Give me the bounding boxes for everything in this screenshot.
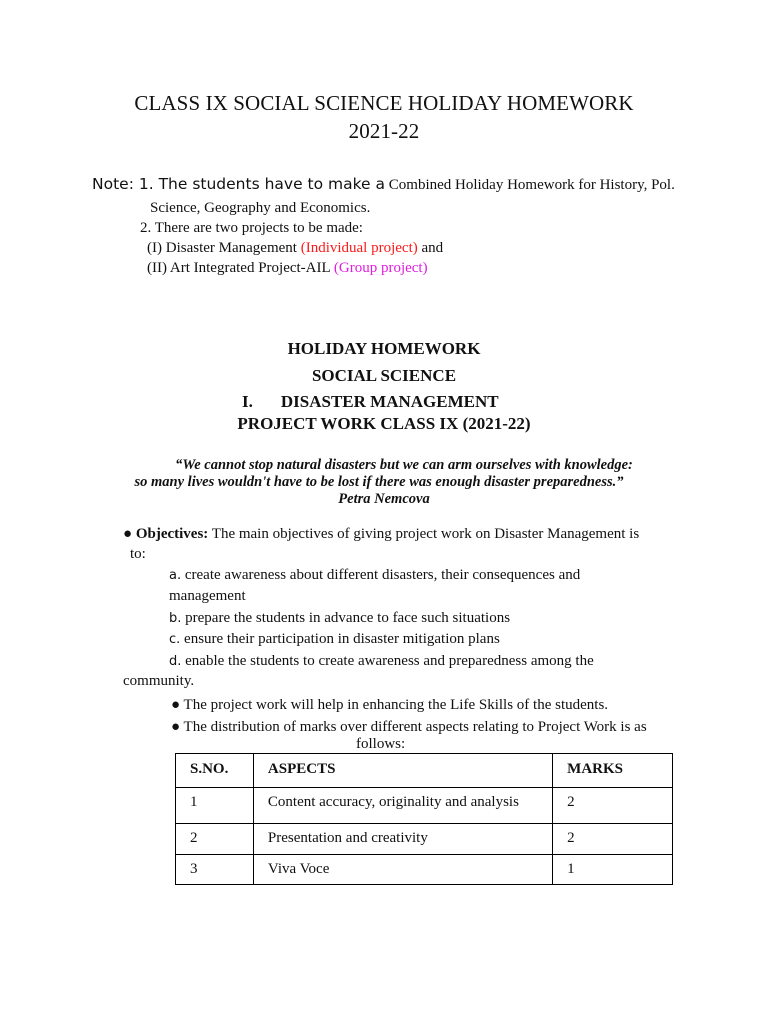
table-cell-sno: 2 <box>176 824 254 855</box>
bullet-icon: ● <box>123 526 133 542</box>
objective-c-text: ensure their participation in disaster mitigation plans <box>180 631 500 647</box>
bullet-icon: ● <box>171 697 181 713</box>
table-header-cell: ASPECTS <box>253 754 552 788</box>
table-row <box>176 824 673 855</box>
quote-author: Petra Nemcova <box>338 491 430 507</box>
note-label: Note: <box>92 175 134 193</box>
heading-section-number: I. <box>242 392 253 411</box>
project-2-text: (II) Art Integrated Project-AIL <box>147 260 334 276</box>
objective-b <box>169 609 510 628</box>
objective-c-marker: c. <box>169 632 181 647</box>
objective-a-line-2: management <box>169 588 246 604</box>
heading-project-work: PROJECT WORK CLASS IX (2021-22) <box>237 414 531 433</box>
page-title-year: 2021-22 <box>348 119 420 143</box>
note-item-1-rest: Combined Holiday Homework for History, Pol. <box>385 177 675 193</box>
table-cell-marks: 2 <box>553 824 673 855</box>
objective-d-marker: d. <box>169 654 182 669</box>
table-cell-sno: 1 <box>176 788 254 824</box>
heading-disaster-management <box>242 391 499 413</box>
objectives-label: Objectives: <box>135 526 209 542</box>
note-item-2: 2. There are two projects to be made: <box>140 220 363 236</box>
quote-line-1: “We cannot stop natural disasters but we can arm ourselves with knowledge: <box>175 457 633 473</box>
note-item-1-prefix: 1. The students have to make a <box>133 175 386 193</box>
project-1-after: and <box>417 240 444 256</box>
heading-section-title: DISASTER MANAGEMENT <box>280 392 499 411</box>
objective-d-text: enable the students to create awareness and preparedness among the <box>181 653 594 669</box>
note-item-1-line-2: Science, Geography and Economics. <box>150 200 371 216</box>
table-cell-marks: 2 <box>553 788 673 824</box>
table-row <box>176 855 673 885</box>
objective-c <box>169 630 500 649</box>
table-cell-aspect: Content accuracy, originality and analysis <box>253 788 552 824</box>
table-cell-aspect: Viva Voce <box>253 855 552 885</box>
quote-line-2: so many lives wouldn't have to be lost if there was enough disaster preparedness.” <box>134 474 624 490</box>
page-title: CLASS IX SOCIAL SCIENCE HOLIDAY HOMEWORK <box>134 91 634 115</box>
objective-d-line-2: community. <box>123 673 195 689</box>
project-1-tag: (Individual project) <box>300 240 418 256</box>
objective-a-marker: a. <box>169 568 182 583</box>
marks-table <box>175 753 673 885</box>
objective-d <box>169 652 594 671</box>
table-header-cell: MARKS <box>553 754 673 788</box>
objective-b-marker: b. <box>169 611 182 626</box>
objectives-intro-text: The main objectives of giving project work on Disaster Management is <box>208 526 640 542</box>
objectives-intro-line-2: to: <box>130 546 146 562</box>
project-1-text: (I) Disaster Management <box>147 240 301 256</box>
bullet-marks-distribution <box>171 718 647 737</box>
objective-a-text: create awareness about different disasters, their consequences and <box>181 567 581 583</box>
heading-social-science: SOCIAL SCIENCE <box>311 366 457 385</box>
table-header-cell: S.NO. <box>176 754 254 788</box>
table-cell-marks: 1 <box>553 855 673 885</box>
table-row <box>176 788 673 824</box>
objectives-intro <box>123 525 639 544</box>
bullet-icon: ● <box>171 719 181 735</box>
bullet-life-skills <box>171 696 608 715</box>
note-line-1 <box>92 175 675 195</box>
bullet-marks-distribution-text: The distribution of marks over different aspects relating to Project Work is as <box>180 719 647 735</box>
project-2 <box>147 259 428 278</box>
project-1 <box>147 239 443 258</box>
objective-a <box>169 566 580 585</box>
table-header-row <box>176 754 673 788</box>
bullet-marks-distribution-line-2: follows: <box>356 736 406 752</box>
heading-holiday-homework: HOLIDAY HOMEWORK <box>287 339 481 358</box>
table-cell-sno: 3 <box>176 855 254 885</box>
objective-b-text: prepare the students in advance to face such situations <box>181 610 511 626</box>
project-2-tag: (Group project) <box>333 260 428 276</box>
table-cell-aspect: Presentation and creativity <box>253 824 552 855</box>
bullet-life-skills-text: The project work will help in enhancing the Life Skills of the students. <box>180 697 609 713</box>
